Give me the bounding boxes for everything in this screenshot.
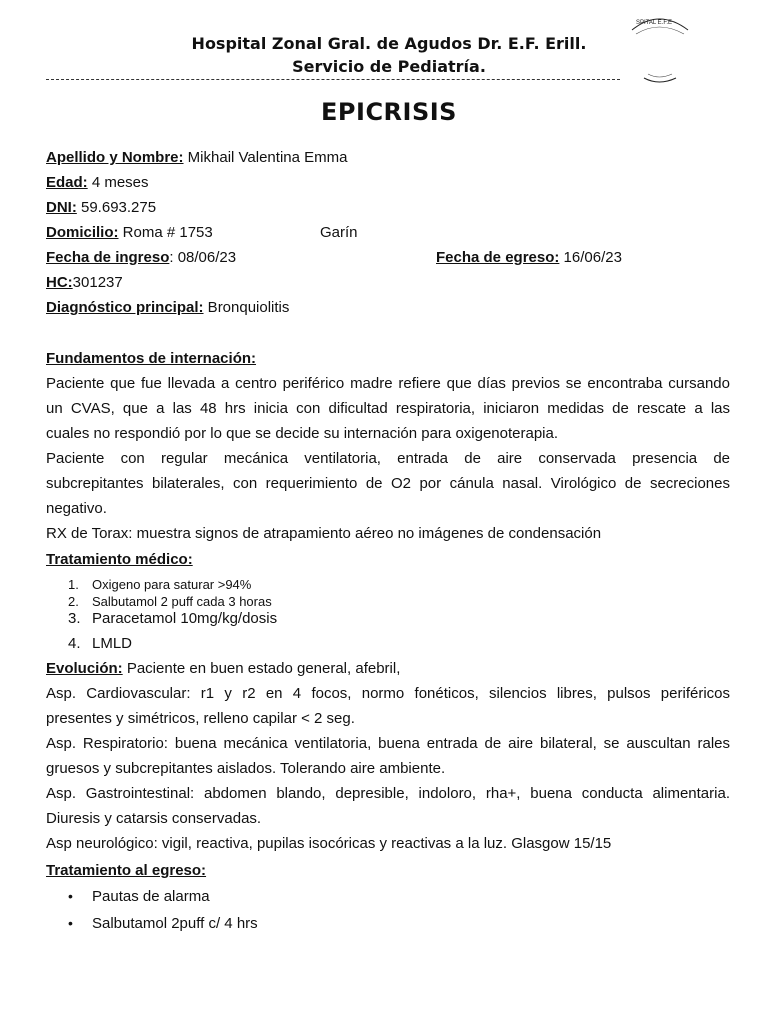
diagnosis-value: Bronquiolitis xyxy=(203,299,290,316)
evolucion-line: gruesos y subcrepitantes aislados. Tolerando aire ambiente. xyxy=(46,760,446,777)
evolucion-row xyxy=(46,660,400,678)
hospital-name: Hospital Zonal Gral. de Agudos Dr. E.F. Erill. xyxy=(191,34,587,53)
fundamentos-line: Paciente con regular mecánica ventilatoria, entrada de aire conservada presencia de xyxy=(46,450,730,467)
dni-value: 59.693.275 xyxy=(76,199,157,216)
address-label: Domicilio: xyxy=(46,224,119,241)
fundamentos-line: cuales no respondió por lo que se decide su internación para oxigenoterapia. xyxy=(46,425,559,442)
list-number: 4. xyxy=(68,635,81,652)
diagnosis-label: Diagnóstico principal: xyxy=(46,299,204,316)
fundamentos-line: subcrepitantes bilaterales, con requerimiento de O2 por cánula nasal. Virológico de secreciones xyxy=(46,475,730,492)
admission-row xyxy=(46,249,236,267)
address-value: Roma # 1753 xyxy=(118,224,213,241)
list-text: LMLD xyxy=(92,635,133,652)
list-text: Oxigeno para saturar >94% xyxy=(92,577,252,592)
fundamentos-heading-text: Fundamentos de internación: xyxy=(46,350,257,367)
diagnosis-row xyxy=(46,299,289,317)
age-label: Edad: xyxy=(46,174,88,191)
fundamentos-line: negativo. xyxy=(46,500,107,517)
fundamentos-line: RX de Torax: muestra signos de atrapamiento aéreo no imágenes de condensación xyxy=(46,525,602,542)
fundamentos-line: un CVAS, que a las 48 hrs inicia con dificultad respiratoria, iniciaron medidas de rescate a las xyxy=(46,400,730,417)
list-text: Paracetamol 10mg/kg/dosis xyxy=(92,610,278,627)
stamp-text: SPITAL E.F.E xyxy=(636,20,673,26)
evolucion-line: Asp. Respiratorio: buena mecánica ventilatoria, buena entrada de aire bilateral, se auscultan rales xyxy=(46,735,730,752)
hc-row xyxy=(46,274,123,292)
hospital-stamp xyxy=(624,8,694,88)
evolucion-paragraph xyxy=(46,681,730,856)
discharge-row xyxy=(436,249,622,267)
egreso-item-text: Salbutamol 2puff c/ 4 hrs xyxy=(92,915,258,932)
evolucion-line: Asp neurológico: vigil, reactiva, pupilas isocóricas y reactivas a la luz. Glasgow 15/15 xyxy=(46,835,612,852)
patient-name-row xyxy=(46,149,347,167)
hc-value: 301237 xyxy=(72,274,123,291)
city-value: Garín xyxy=(320,224,358,241)
evolucion-line: Asp. Gastrointestinal: abdomen blando, depresible, indoloro, rha+, buena conducta alimentaria. xyxy=(46,785,730,802)
service-name: Servicio de Pediatría. xyxy=(292,57,486,76)
tratamiento-heading-text: Tratamiento médico: xyxy=(46,551,193,568)
fundamentos-heading xyxy=(46,350,256,368)
bullet-icon: • xyxy=(68,888,73,904)
dni-row xyxy=(46,199,156,217)
age-value: 4 meses xyxy=(87,174,149,191)
evolucion-line: Asp. Cardiovascular: r1 y r2 en 4 focos, normo fonéticos, silencios libres, pulsos periféricos xyxy=(46,685,730,702)
discharge-label: Fecha de egreso: xyxy=(436,249,560,266)
admission-label: Fecha de ingreso xyxy=(46,249,170,266)
document-title: EPICRISIS xyxy=(321,98,457,126)
list-number: 1. xyxy=(68,577,79,592)
evolucion-label: Evolución: xyxy=(46,660,123,677)
header-divider xyxy=(46,79,620,80)
tratamiento-heading xyxy=(46,551,193,569)
evolucion-value: Paciente en buen estado general, afebril, xyxy=(122,660,401,677)
fundamentos-paragraph xyxy=(46,371,730,546)
list-number: 2. xyxy=(68,594,79,609)
bullet-icon: • xyxy=(68,915,73,931)
admission-value: : 08/06/23 xyxy=(169,249,237,266)
egreso-heading-text: Tratamiento al egreso: xyxy=(46,862,207,879)
egreso-item-text: Pautas de alarma xyxy=(92,888,210,905)
evolucion-line: presentes y simétricos, relleno capilar < 2 seg. xyxy=(46,710,355,727)
list-text: Salbutamol 2 puff cada 3 horas xyxy=(92,594,272,609)
dni-label: DNI: xyxy=(46,199,77,216)
fundamentos-line: Paciente que fue llevada a centro periférico madre refiere que días previos se encontraba cursando xyxy=(46,375,730,392)
patient-name-value: Mikhail Valentina Emma xyxy=(183,149,348,166)
age-row xyxy=(46,174,149,192)
list-number: 3. xyxy=(68,610,81,627)
patient-name-label: Apellido y Nombre: xyxy=(46,149,184,166)
address-row xyxy=(46,224,213,242)
hc-label: HC: xyxy=(46,274,73,291)
egreso-heading xyxy=(46,862,206,880)
evolucion-line: Diuresis y catarsis conservadas. xyxy=(46,810,262,827)
discharge-value: 16/06/23 xyxy=(559,249,622,266)
